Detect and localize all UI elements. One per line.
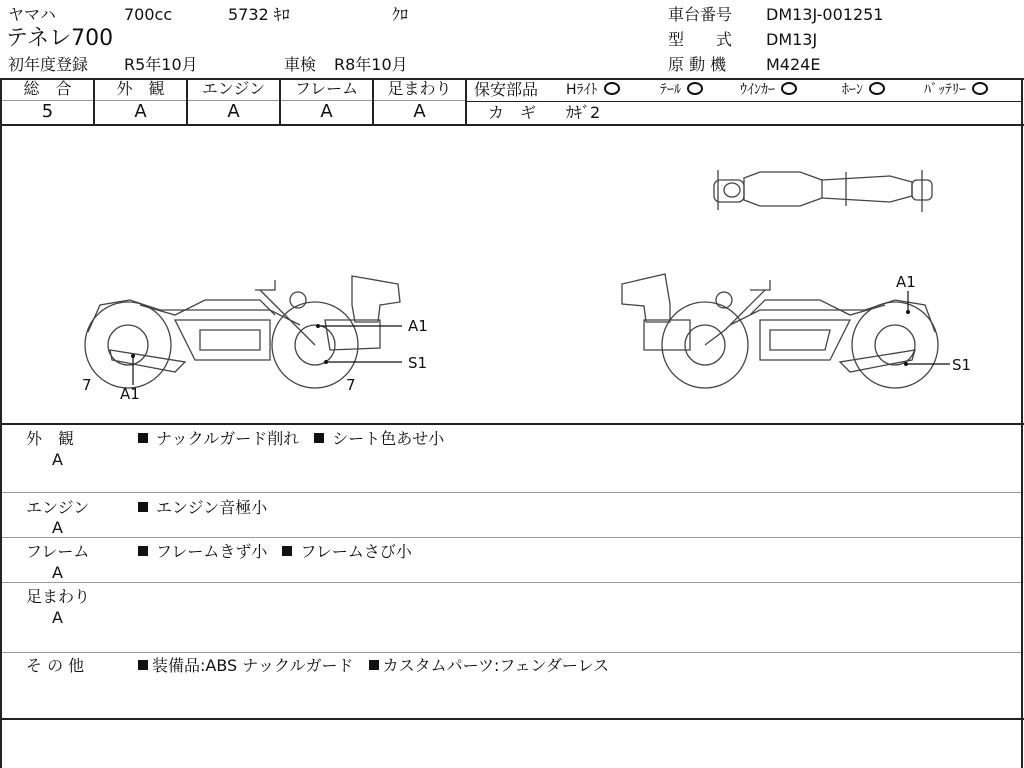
remark-grade-frame: A [52, 563, 63, 582]
grade-frame-label: フレーム [294, 79, 359, 98]
remark-category-other: そ の 他 [26, 656, 85, 675]
remark-grade-exterior: A [52, 450, 63, 469]
remarks-divider [2, 652, 1021, 653]
grade-suspension-label: 足まわり [387, 79, 452, 98]
bullet-square-icon [282, 546, 292, 556]
key-label: カ ギ [488, 103, 537, 122]
remark-note: 装備品:ABS ナックルガード [152, 656, 354, 675]
bullet-square-icon [138, 502, 148, 512]
remark-category-exterior: 外 観 [26, 429, 75, 448]
first-registration-label: 初年度登録 [8, 55, 89, 74]
remarks-bottom-border [0, 718, 1024, 720]
bullet-square-icon [138, 546, 148, 556]
type-label: 型 式 [668, 30, 733, 49]
damage-marker-dots [131, 310, 910, 366]
frame-number-label: 車台番号 [668, 5, 733, 24]
displacement: 700cc [124, 5, 173, 24]
frame-number-value: DM13J-001251 [766, 5, 884, 24]
remark-note: フレームきず小 [156, 542, 268, 561]
remark-notes-exterior [138, 430, 444, 448]
remark-note: カスタムパーツ:フェンダーレス [382, 656, 610, 675]
grade-suspension-value: A [413, 101, 426, 122]
key-value: ｶｷﾞ2 [566, 103, 601, 122]
remark-category-suspension: 足まわり [26, 587, 91, 606]
damage-label-s1-left: S1 [408, 354, 428, 372]
remark-grade-suspension: A [52, 608, 63, 627]
safety-item-horn-label: ﾎｰﾝ [842, 82, 863, 98]
bullet-square-icon [138, 433, 148, 443]
damage-label-s1-right: S1 [952, 356, 972, 374]
maker: ヤマハ [8, 5, 56, 24]
safety-item-battery-label: ﾊﾞｯﾃﾘｰ [924, 82, 966, 98]
engine-code-label: 原 動 機 [668, 55, 727, 74]
grade-overall-value: 5 [41, 101, 54, 122]
remark-notes-engine [138, 499, 267, 517]
remark-category-engine: エンジン [26, 498, 90, 517]
motorcycle-top-view [714, 170, 932, 212]
grade-engine-label: エンジン [201, 79, 266, 98]
safety-item-headlight-label: Hﾗｲﾄ [566, 82, 598, 98]
inspection-label: 車検 [284, 55, 317, 74]
remark-grade-engine: A [52, 518, 63, 537]
bullet-square-icon [138, 660, 148, 670]
grade-frame-value: A [320, 101, 333, 122]
damage-label-a1-right: A1 [896, 273, 916, 291]
remark-notes-frame [138, 543, 412, 561]
grade-overall-label: 総 合 [23, 79, 72, 98]
color: ｸﾛ [392, 5, 409, 24]
motorcycle-right-view [622, 274, 938, 388]
inspection-value: R8年10月 [334, 55, 408, 74]
type-value: DM13J [766, 30, 818, 49]
model-name: テネレ700 [6, 26, 114, 51]
remark-note: ナックルガード削れ [156, 429, 300, 448]
safety-item-tail-label: ﾃｰﾙ [660, 82, 681, 98]
motorcycle-left-view [85, 276, 400, 388]
grade-exterior-value: A [134, 101, 147, 122]
safety-parts-label: 保安部品 [474, 80, 539, 99]
mileage: 5732 ｷﾛ [228, 5, 290, 24]
remark-note: エンジン音極小 [156, 498, 268, 517]
remark-note: シート色あせ小 [332, 429, 445, 448]
remarks-divider [2, 537, 1021, 538]
damage-label-a1-left-front: A1 [408, 317, 428, 335]
grade-engine-value: A [227, 101, 240, 122]
remark-note: フレームさび小 [300, 542, 412, 561]
first-registration-value: R5年10月 [124, 55, 198, 74]
safety-item-winker-label: ｳｲﾝｶｰ [740, 82, 775, 98]
damage-label-a1-left-rear: A1 [120, 385, 140, 403]
remarks-divider [2, 582, 1021, 583]
damage-label-7-left-rear: 7 [82, 376, 92, 394]
grade-exterior-label: 外 観 [116, 79, 165, 98]
remark-category-frame: フレーム [26, 542, 90, 561]
damage-label-7-left-front: 7 [346, 376, 356, 394]
remark-notes-other [138, 657, 609, 675]
engine-code-value: M424E [766, 55, 821, 74]
remarks-divider [2, 492, 1021, 493]
bullet-square-icon [369, 660, 379, 670]
bullet-square-icon [314, 433, 324, 443]
